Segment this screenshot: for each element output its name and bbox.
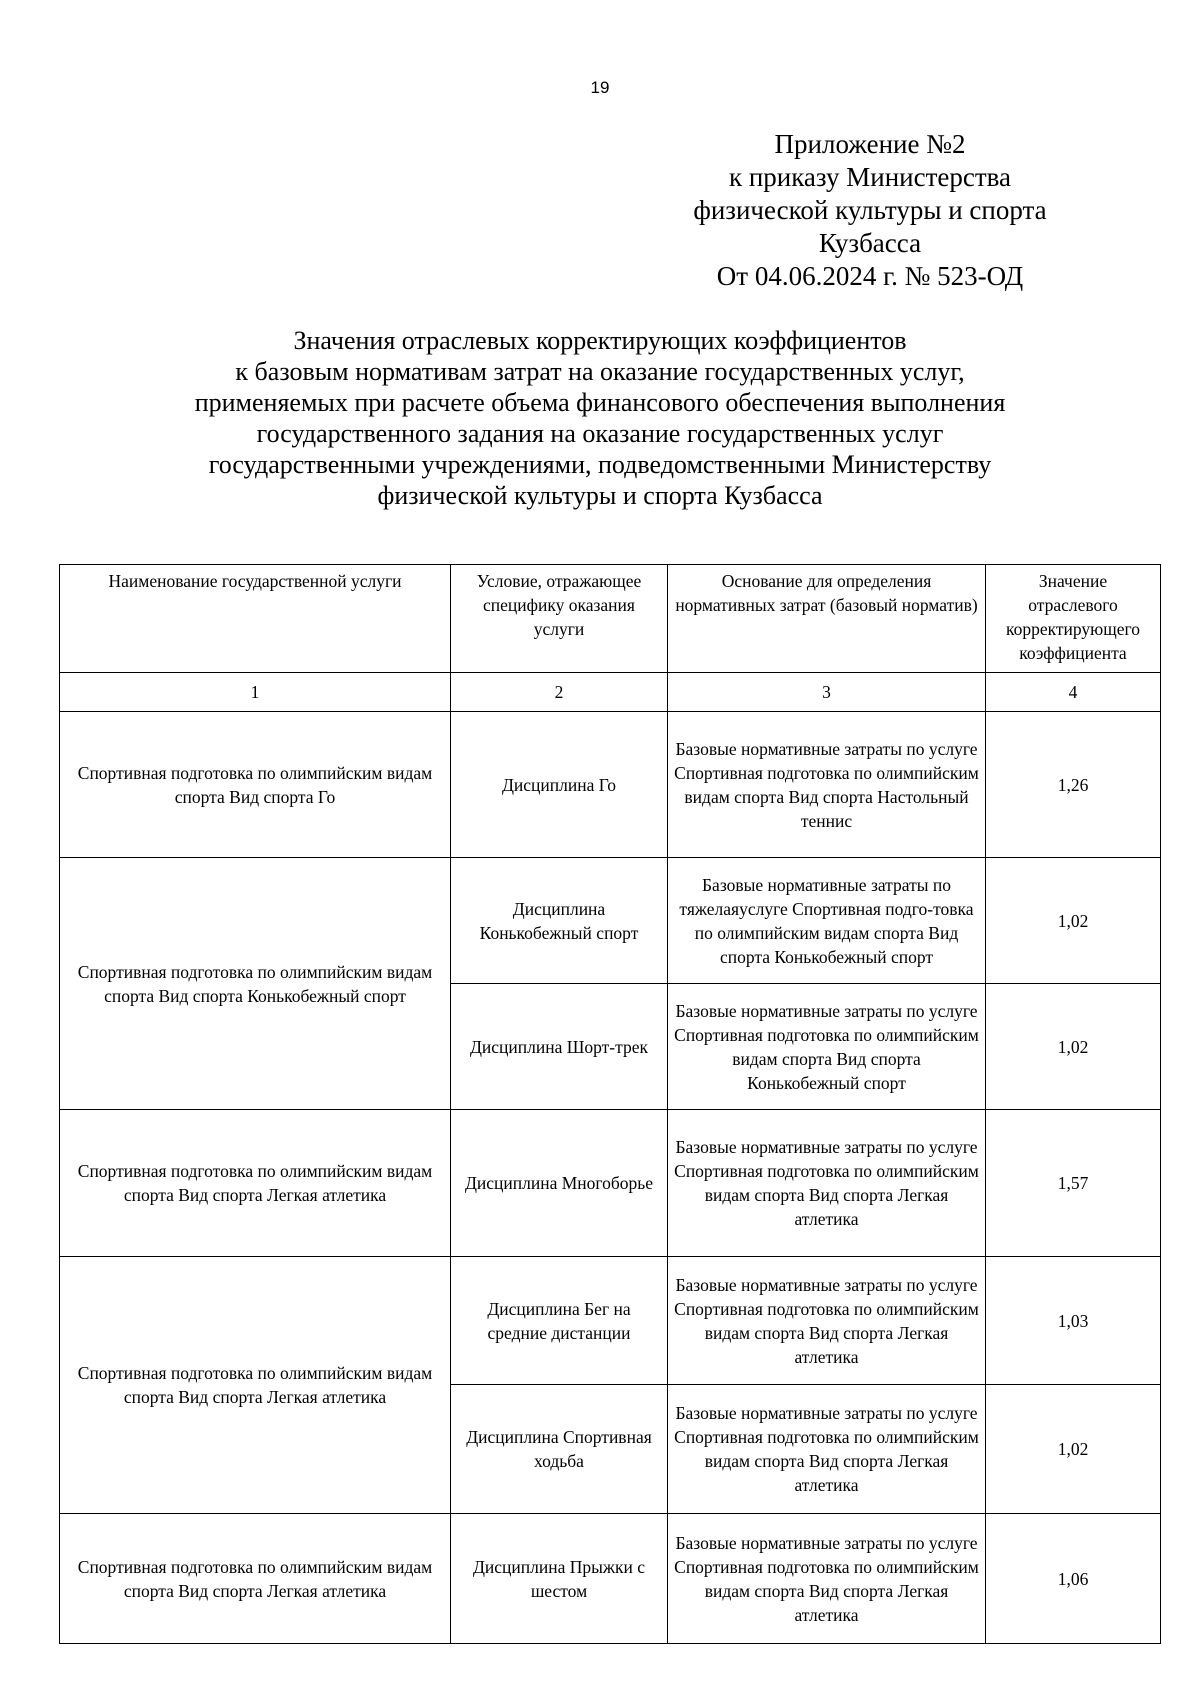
condition-cell: Дисциплина Прыжки с шестом: [451, 1514, 668, 1644]
column-number-row: [60, 673, 1161, 712]
basis-cell: Базовые нормативные затраты по услуге Спортивная подготовка по олимпийским видам спорта Вид спорта Легкая атлетика: [668, 1110, 986, 1257]
basis-cell: Базовые нормативные затраты по тяжелаяуслуге Спортивная подго-товка по олимпийским видам спорта Вид спорта Конькобежный спорт: [668, 858, 986, 984]
document-title: [60, 325, 1140, 511]
value-cell: 1,03: [986, 1257, 1161, 1385]
service-cell: Спортивная подготовка по олимпийским видам спорта Вид спорта Конькобежный спорт: [60, 858, 451, 1110]
column-number: 3: [668, 673, 986, 712]
service-cell: Спортивная подготовка по олимпийским видам спорта Вид спорта Легкая атлетика: [60, 1514, 451, 1644]
column-number: 1: [60, 673, 451, 712]
value-cell: 1,02: [986, 858, 1161, 984]
value-cell: 1,26: [986, 712, 1161, 858]
basis-cell: Базовые нормативные затраты по услуге Спортивная подготовка по олимпийским видам спорта Вид спорта Легкая атлетика: [668, 1514, 986, 1644]
column-number: 4: [986, 673, 1161, 712]
title-line: физической культуры и спорта Кузбасса: [377, 481, 823, 510]
header-service: Наименование государственной услуги: [60, 565, 451, 673]
header-condition: Условие, отражающее специфику оказания услуги: [451, 565, 668, 673]
title-line: государственного задания на оказание государственных услуг: [256, 419, 944, 448]
basis-cell: Базовые нормативные затраты по услуге Спортивная подготовка по олимпийским видам спорта Вид спорта Легкая атлетика: [668, 1257, 986, 1385]
table-row: [60, 1514, 1161, 1644]
page-number: 19: [590, 78, 610, 97]
title-line: государственными учреждениями, подведомственными Министерству: [208, 450, 992, 479]
condition-cell: Дисциплина Конькобежный спорт: [451, 858, 668, 984]
value-cell: 1,02: [986, 1385, 1161, 1514]
condition-cell: Дисциплина Многоборье: [451, 1110, 668, 1257]
condition-cell: Дисциплина Бег на средние дистанции: [451, 1257, 668, 1385]
header-row: [60, 565, 1161, 673]
condition-cell: Дисциплина Спортивная ходьба: [451, 1385, 668, 1514]
header-basis: Основание для определения нормативных затрат (базовый норматив): [668, 565, 986, 673]
basis-cell: Базовые нормативные затраты по услуге Спортивная подготовка по олимпийским видам спорта Вид спорта Легкая атлетика: [668, 1385, 986, 1514]
table-row: [60, 1257, 1161, 1385]
condition-cell: Дисциплина Го: [451, 712, 668, 858]
service-cell: Спортивная подготовка по олимпийским видам спорта Вид спорта Го: [60, 712, 451, 858]
coefficients-table: [59, 564, 1161, 1644]
basis-cell: Базовые нормативные затраты по услуге Спортивная подготовка по олимпийским видам спорта Вид спорта Конькобежный спорт: [668, 984, 986, 1110]
service-cell: Спортивная подготовка по олимпийским видам спорта Вид спорта Легкая атлетика: [60, 1257, 451, 1514]
value-cell: 1,02: [986, 984, 1161, 1110]
table-row: [60, 712, 1161, 858]
column-number: 2: [451, 673, 668, 712]
service-cell: Спортивная подготовка по олимпийским видам спорта Вид спорта Легкая атлетика: [60, 1110, 451, 1257]
appendix-line: От 04.06.2024 г. № 523-ОД: [716, 261, 1024, 291]
header-value: Значение отраслевого корректирующего коэффициента: [986, 565, 1161, 673]
basis-cell: Базовые нормативные затраты по услуге Спортивная подготовка по олимпийским видам спорта Вид спорта Настольный теннис: [668, 712, 986, 858]
appendix-block: [660, 128, 1080, 293]
appendix-line: к приказу Министерства: [728, 162, 1012, 192]
table-row: [60, 1110, 1161, 1257]
title-line: к базовым нормативам затрат на оказание государственных услуг,: [235, 357, 965, 386]
appendix-line: Приложение №2: [774, 129, 966, 159]
condition-cell: Дисциплина Шорт-трек: [451, 984, 668, 1110]
appendix-line: Кузбасса: [818, 228, 922, 258]
table-row: [60, 858, 1161, 984]
title-line: применяемых при расчете объема финансового обеспечения выполнения: [194, 388, 1006, 417]
value-cell: 1,57: [986, 1110, 1161, 1257]
title-line: Значения отраслевых корректирующих коэффициентов: [293, 326, 907, 355]
value-cell: 1,06: [986, 1514, 1161, 1644]
appendix-line: физической культуры и спорта: [693, 195, 1047, 225]
